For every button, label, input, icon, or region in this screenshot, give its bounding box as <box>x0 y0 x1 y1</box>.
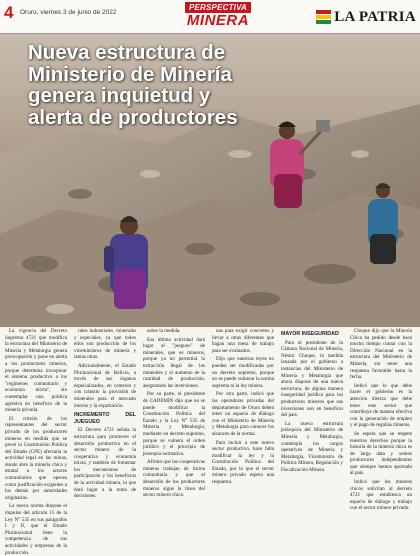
paragraph: rales industriales, minerales y especiales, ya que todos ellos son producción de los viceministros de minería y tantas otras. <box>74 328 136 361</box>
paragraph: Afirmó que las cooperativas mineras trabajan de forma comunitaria y que el desarrollo de los productores mineros sigue la línea del sector minero chico. <box>143 459 205 499</box>
brand-logo <box>316 8 416 26</box>
paragraph: nas para exigir concretos y llevar a otras diferentes que hagan una mesa de trabajo para ser evaluados. <box>212 328 274 354</box>
paragraph: Para incluir a este nuevo sector productivo, hace falta modificar la ley y la Constitución Política del Estado, por lo que el sector minero privado espera una respuesta. <box>212 439 274 486</box>
paragraph: Chuque dijo que la Minería Chica ha pedido desde hace mucho tiempo contar con la Dirección Nacional en la estructura del Ministerio de Minería, sin tener una respuesta favorable hasta la fecha. <box>350 328 412 381</box>
dateline: Oruro, viernes 3 de junio de 2022 <box>20 9 117 16</box>
paragraph: La vigencia del Decreto Supremo 4721 que modifica la estructura del Ministerio de Minería y Metalurgia genera preocupación y pone en alerta a los productores mineros, porque determina incorporar el sistema productivo a los "regímenes comunitario y economía mixta", sin contemplar una política agresiva en beneficio de la minería privada. <box>5 328 67 414</box>
paragraph: Por otra parte, indicó que las operadoras privadas del departamento de Oruro deben tener un espacio de diálogo con el Ministerio de Minería y Metalurgia para conocer los alcances de la norma. <box>212 391 274 437</box>
article-body <box>5 328 415 556</box>
section-logo-main: MINERA <box>186 12 250 29</box>
subheading: MAYOR INSEGURIDAD <box>281 331 339 337</box>
paragraph: Adicionalmente, el Estado Plurinacional de Bolivia, a través de sus órganos especializados, en contexto y con tránsito la provisión de minerales para el mercado interno y la exportación. <box>74 362 136 409</box>
paragraph: Indicó que los mineros chicos solicitan al decreto 4721 que establezca un espacio de diálogo y trabajo con el sector minero privado. <box>350 479 412 512</box>
brand-name: LA PATRIA <box>334 8 416 25</box>
paragraph: El criterio de los representantes del sector privado de los productores mineros en medida que se prevé la Constitución Política del Estado (CPE) afectaría la actividad legal en las minas, donde abre la minería chica y estatal a los actores comunitarios que operan como justificación exigentes a los demás por autoridades originarias. <box>5 415 67 501</box>
article-column-4 <box>212 328 274 518</box>
paragraph: La nueva estructura jerárquica del Ministerio de Minería y Metalurgia, contempla los cargos operativos de Minería y Metalurgia, Viceministro de Política Minera, Regulación y Fiscalización Minera. <box>281 420 343 473</box>
paragraph: La nueva norma dispone el impulso del artículo 15 de la Ley N° 535 en sus parágrafos I y II, que el Estado Plurinacional tiene la competencia de sus actividades y empresas de la producción. <box>5 503 67 556</box>
section-logo <box>185 2 251 30</box>
paragraph: Por su parte, el presidente de CADEMIN dijo que no se puede modificar la Constitución Política del Estado y la Ley N° 535 de Minería y Metalurgia, mediante un decreto supremo, porque se vulnera el orden jurídico y el principio de jerarquía normativa. <box>143 391 205 457</box>
article-column-1 <box>5 328 67 556</box>
page-number: 4 <box>4 3 14 22</box>
article-column-6 <box>350 328 412 518</box>
paragraph: Se espera que se respete nuestros derechos porque la historia de la minería chica es de larga data y somos productores independientes que siempre hemos aportado al país. <box>350 430 412 477</box>
paragraph: sobre la medida. <box>147 328 181 334</box>
masthead <box>0 0 420 34</box>
article-column-2 <box>74 328 136 518</box>
section-logo-top: PERSPECTIVA <box>185 2 251 13</box>
flag-icon <box>316 10 331 25</box>
paragraph: Indicó que lo que debe hacer el gobierno es la atención directa que debe tener este sector que contribuye de manera efectiva con la generación de empleo y el pago de regalías mineras. <box>350 382 412 429</box>
paragraph: Para el presidente de la Cámara Nacional de Minería, Néstor Chuque, la medida lanzada por el gobierno a instancias del Ministerio de Minería y Metalurgia que ahora dispone de una nueva estructura, de alguna manera inseguridad jurídica para los productores mineros que sus inversiones son en beneficio del país. <box>281 339 343 419</box>
paragraph: Dijo que nuestras leyes no pueden ser modificadas por un decreto supremo, porque no se puede vulnerar la norma suprema ni la ley minera. <box>212 356 274 389</box>
subheading: INCREMENTO DEL JUEGUEO <box>74 412 136 425</box>
paragraph: El Decreto 4721 señala la estructura para promover el desarrollo productivo en el sector minero de la cooperativa y economía mixta, y también de fomentar los mecanismos de participación y los beneficios de la actividad minera, lo que dará lugar a la toma de decisiones. <box>74 427 136 500</box>
article-column-3 <box>143 328 205 518</box>
headline: Nueva estructura de Ministerio de Minería genera inquietud y alerta de productores <box>28 41 238 129</box>
paragraph: Esa última actividad dará lugar al "juegueo" de minerales, que es mineros, porque ya no permitirá la extracción ilegal de los minerales y el aumento de la cantidad de producción, asegurando las inversiones. <box>143 336 205 389</box>
article-column-5 <box>281 328 343 518</box>
